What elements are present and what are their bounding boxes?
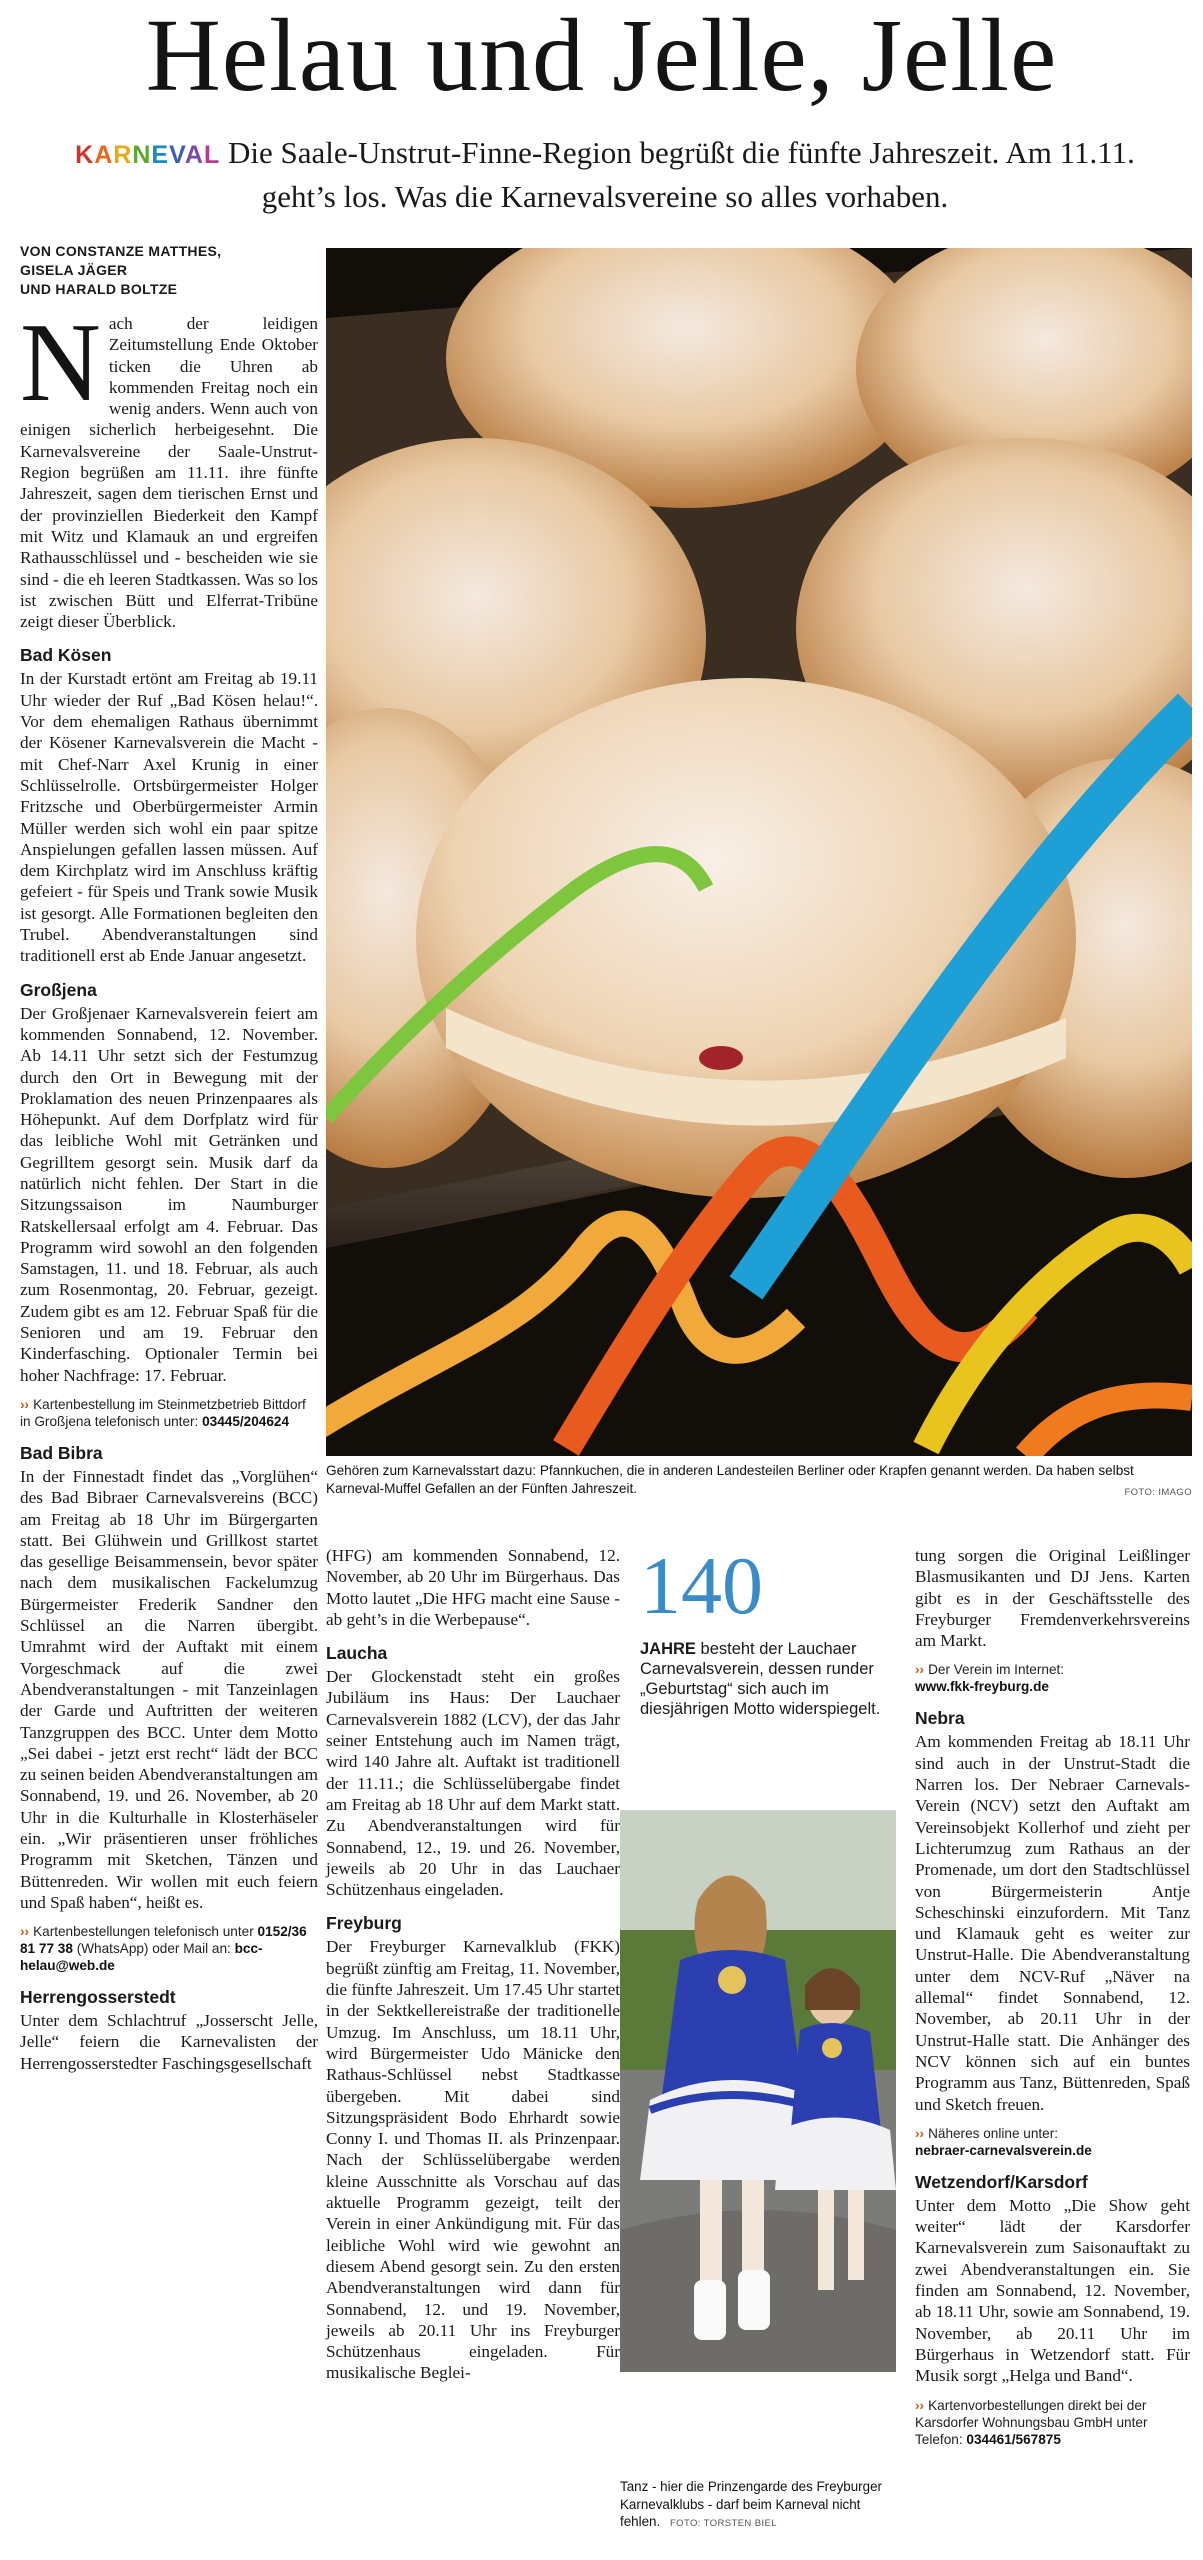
photo-credit: FOTO: IMAGO [1124,1487,1192,1498]
fact-number: 140 [640,1540,763,1631]
donuts-illustration [326,248,1192,1456]
headline: Helau und Jelle, Jelle [145,0,1058,113]
section-text: Unter dem Schlachtruf „Josserscht Jelle, Jelle“ feiern die Karnevalisten der Herrengosserstedter Faschingsgesellschaft [20,2011,318,2073]
info-note: ›› Näheres online unter: nebraer-carnevalsverein.de [915,2125,1092,2158]
section-text: Am kommenden Freitag ab 18.11 Uhr sind auch in der Unstrut-Stadt die Narren los. Der Nebraer Carnevals-Verein (NCV) setzt den Auftakt am Vereinsobjekt Kollerhof und zieht per Lichterumzug zum Rathaus an der Promenade, um dort den Stadtschlüssel von Bürgermeisterin Antje Scheschinski einzufordern. Mit Tanz und Klamauk geht es weiter zur Unstrut-Halle. Die Abendveranstaltung unter dem NCV-Ruf „Näver na allemal“ findet Sonnabend, 12. November, ab 20.11 Uhr in der Unstrut-Halle statt. Die Anhänger des NCV können sich auf ein buntes Programm aus Tanz, Büttenreden, Spaß und Sketch freuen. [915,1732,1190,2114]
info-note: ›› Kartenbestellungen telefonisch unter 0152/36 81 77 38 (WhatsApp) oder Mail an: bcc-helau@web.de [20,1924,307,1974]
info-note: ›› Der Verein im Internet: www.fkk-freyburg.de [915,1662,1065,1695]
section-text: (HFG) am kommenden Sonnabend, 12. November, ab 20 Uhr im Bürgerhaus. Das Motto lautet „Die HFG macht eine Sause - ab geht’s in die Werbepause“. [326,1546,620,1629]
section-title: Laucha [326,1643,388,1664]
section-text: In der Finnestadt findet das „Vorglühen“ des Bad Bibraer Carnevalsvereins (BCC) am Freitag ab 18 Uhr im Bürgergarten statt. Bei Glühwein und Grillkost startet das gesellige Beisammensein, bevor später nach dem musikalischen Fackelumzug Bürgermeister Frederik Sandner den Schlüssel an die Narren übergibt. Umrahmt wird der Auftakt mit einem Vorgeschmack auf die zwei Abendveranstaltungen - mit Tanzeinlagen der Garde und Auftritten der weiteren Tanzgruppen des BCC. Unter dem Motto „Sei dabei - jetzt erst recht“ lädt der BCC zu seinen beiden Abendveranstaltungen am Sonnabend, 19. und 26. November, ab 20 Uhr in die Kulturhalle in Klosterhäseler ein. „Wir präsentieren unser fröhliches Programm mit Sketchen, Tänzen und Büttenreden. Wir wollen mit euch feiern und Spaß haben“, heißt es. [20,1466,318,1912]
fact-box [640,1540,900,1719]
column-2 [326,1545,620,2384]
section-title: Freyburg [326,1913,402,1934]
section-text: Der Freyburger Karnevalklub (FKK) begrüßt zünftig am Freitag, 11. November, die fünfte Jahreszeit. Um 17.45 Uhr startet in der Sektkellereistraße der traditionelle Umzug. Im Anschluss, um 18.11 Uhr, wird Bürgermeister Udo Mänicke den Rathaus-Schlüssel nebst Stadtkasse übergeben. Mit dabei sind Sitzungspräsident Bodo Ehrhardt sowie Conny I. und Thomas II. als Prinzenpaar. Nach der Schlüsselübergabe werden kleine Ausschnitte als Vorschau auf das aktuelle Programm gezeigt, teilt der Verein in einer Ankündigung mit. Für das leibliche Wohl wird wie gewohnt an diesem Abend gesorgt sein. Zu den ersten Abendveranstaltungen wird dann für Sonnabend, 12. und 19. November, jeweils ab 20.11 Uhr ins Freyburger Schützenhaus eingeladen. Für musikalische Beglei- [326,1937,620,2383]
section-text: Der Großjenaer Karnevalsverein feiert am kommenden Sonnabend, 12. November. Ab 14.11 Uhr setzt sich der Festumzug durch den Ort in Bewegung mit der Proklamation des neuen Prinzenpaares als Höhepunkt. Auf dem Dorfplatz wird für das leibliche Wohl mit Getränken und Gegrilltem gesorgt sein. Musik darf da natürlich nicht fehlen. Der Start in die Sitzungssaison im Naumburger Ratskellersaal erfolgt am 4. Februar. Das Programm wird sowohl an den folgenden Samstagen, 11. und 18. Februar, als auch zum Rosenmontag, 20. Februar, gezeigt. Zudem gibt es am 12. Februar Spaß für die Senioren und am 19. Februar den Kinderfasching. Optionaler Termin bei hoher Nachfrage: 17. Februar. [20,1003,318,1385]
byline: VON CONSTANZE MATTHES, GISELA JÄGER UND HARALD BOLTZE [20,243,222,297]
fact-text: JAHRE besteht der Lauchaer Carnevalsverein, dessen runder „Geburtstag“ sich auch im diesjährigen Motto widerspiegelt. [640,1640,881,1718]
section-title: Nebra [915,1708,965,1729]
subtitle-block [60,132,1150,217]
section-title: Herrengosserstedt [20,1987,176,2008]
kicker-karneval: KARNEVAL [75,141,221,169]
section-text: Unter dem Motto „Die Show geht weiter“ lädt der Karsdorfer Karnevalsverein zum Saisonauftakt zu zwei Abendveranstaltungen ein. Sie finden am Sonnabend, 12. November, ab 18.11 Uhr, sowie am Sonnabend, 19. November, ab 20.11 Uhr im Bürgerhaus in Wetzendorf statt. Für Musik sorgt „Helga und Band“. [915,2195,1190,2386]
section-title: Wetzendorf/Karsdorf [915,2171,1088,2192]
section-title: Bad Bibra [20,1442,103,1463]
subtitle: Die Saale-Unstrut-Finne-Region begrüßt die fünfte Jahreszeit. Am 11.11. geht’s los. Was die Karnevalsvereine so alles vorhaben. [228,135,1135,214]
dancers-caption: Tanz - hier die Prinzengarde des Freyburger Karnevalklubs - darf beim Karneval nicht fehlen. FOTO: TORSTEN BIEL [620,2479,882,2529]
column-1 [20,242,318,2074]
info-note: ›› Kartenvorbestellungen direkt bei der Karsdorfer Wohnungsbau GmbH unter Telefon: 034461/567875 [915,2397,1148,2447]
section-title: Bad Kösen [20,645,112,666]
photo-credit: FOTO: TORSTEN BIEL [669,2518,777,2529]
section-title: Großjena [20,979,97,1000]
dropcap: N [20,301,101,425]
main-photo-caption: Gehören zum Karnevalsstart dazu: Pfannkuchen, die in anderen Landesteilen Berliner oder Krapfen genannt werden. Da haben selbst Karneval-Muffel Gefallen an der Fünften Jahreszeit. FOTO: IMAGO [326,1462,1192,1502]
dancers-illustration [620,1810,896,2372]
section-text: Der Glockenstadt steht ein großes Jubiläum ins Haus: Der Lauchaer Carnevalsverein 1882 (LCV), der das Jahr seiner Entstehung auch im Namen trägt, wird 140 Jahre alt. Auftakt ist traditionell der 11.11.; die Schlüsselübergabe findet am Freitag ab 18 Uhr auf dem Markt statt. Zu Abendveranstaltungen wird für Sonnabend, 12., 19. und 26. November, jeweils ab 20 Uhr in das Lauchaer Schützenhaus eingeladen. [326,1667,620,1900]
section-text: In der Kurstadt ertönt am Freitag ab 19.11 Uhr wieder der Ruf „Bad Kösen helau!“. Vor dem ehemaligen Rathaus übernimmt der Kösener Karnevalsverein die Macht - mit Chef-Narr Axel Krunig in einer Schlüsselrolle. Ortsbürgermeister Holger Fritzsche und Oberbürgermeister Armin Müller werden sich wohl ein paar spitze Anspielungen gefallen lassen müssen. Auf dem Kirchplatz wird im Anschluss kräftig gefeiert - für Speis und Trank sowie Musik ist gesorgt. Alle Formationen begleiten den Trubel. Abendveranstaltungen sind traditionell erst ab Ende Januar angesetzt. [20,669,318,966]
info-note: ›› Kartenbestellung im Steinmetzbetrieb Bittdorf in Großjena telefonisch unter: 03445/204624 [20,1396,306,1429]
dancers-photo [620,1810,896,2372]
intro-paragraph: Nach der leidigen Zeitumstellung Ende Oktober ticken die Uhren ab kommenden Freitag noch ein wenig anders. Wenn auch von einigen sicherlich herbeigesehnt. Die Karnevalsvereine der Saale-Unstrut-Region begrüßen am 11.11. ihre fünfte Jahreszeit, sagen dem tierischen Ernst und der provinziellen Biederkeit den Kampf mit Witz und Klamauk an und ergreifen Rathausschlüssel und - bescheiden wie sie sind - die eh leeren Stadtkassen. Was so los ist zwischen Bütt und Elferrat-Tribüne zeigt dieser Überblick. [20,301,318,632]
section-text: tung sorgen die Original Leißlinger Blasmusikanten und DJ Jens. Karten gibt es in der Geschäftsstelle des Freyburger Fremdenverkehrsvereins am Markt. [915,1546,1190,1651]
main-photo [326,248,1192,1456]
column-4 [915,1545,1190,2448]
